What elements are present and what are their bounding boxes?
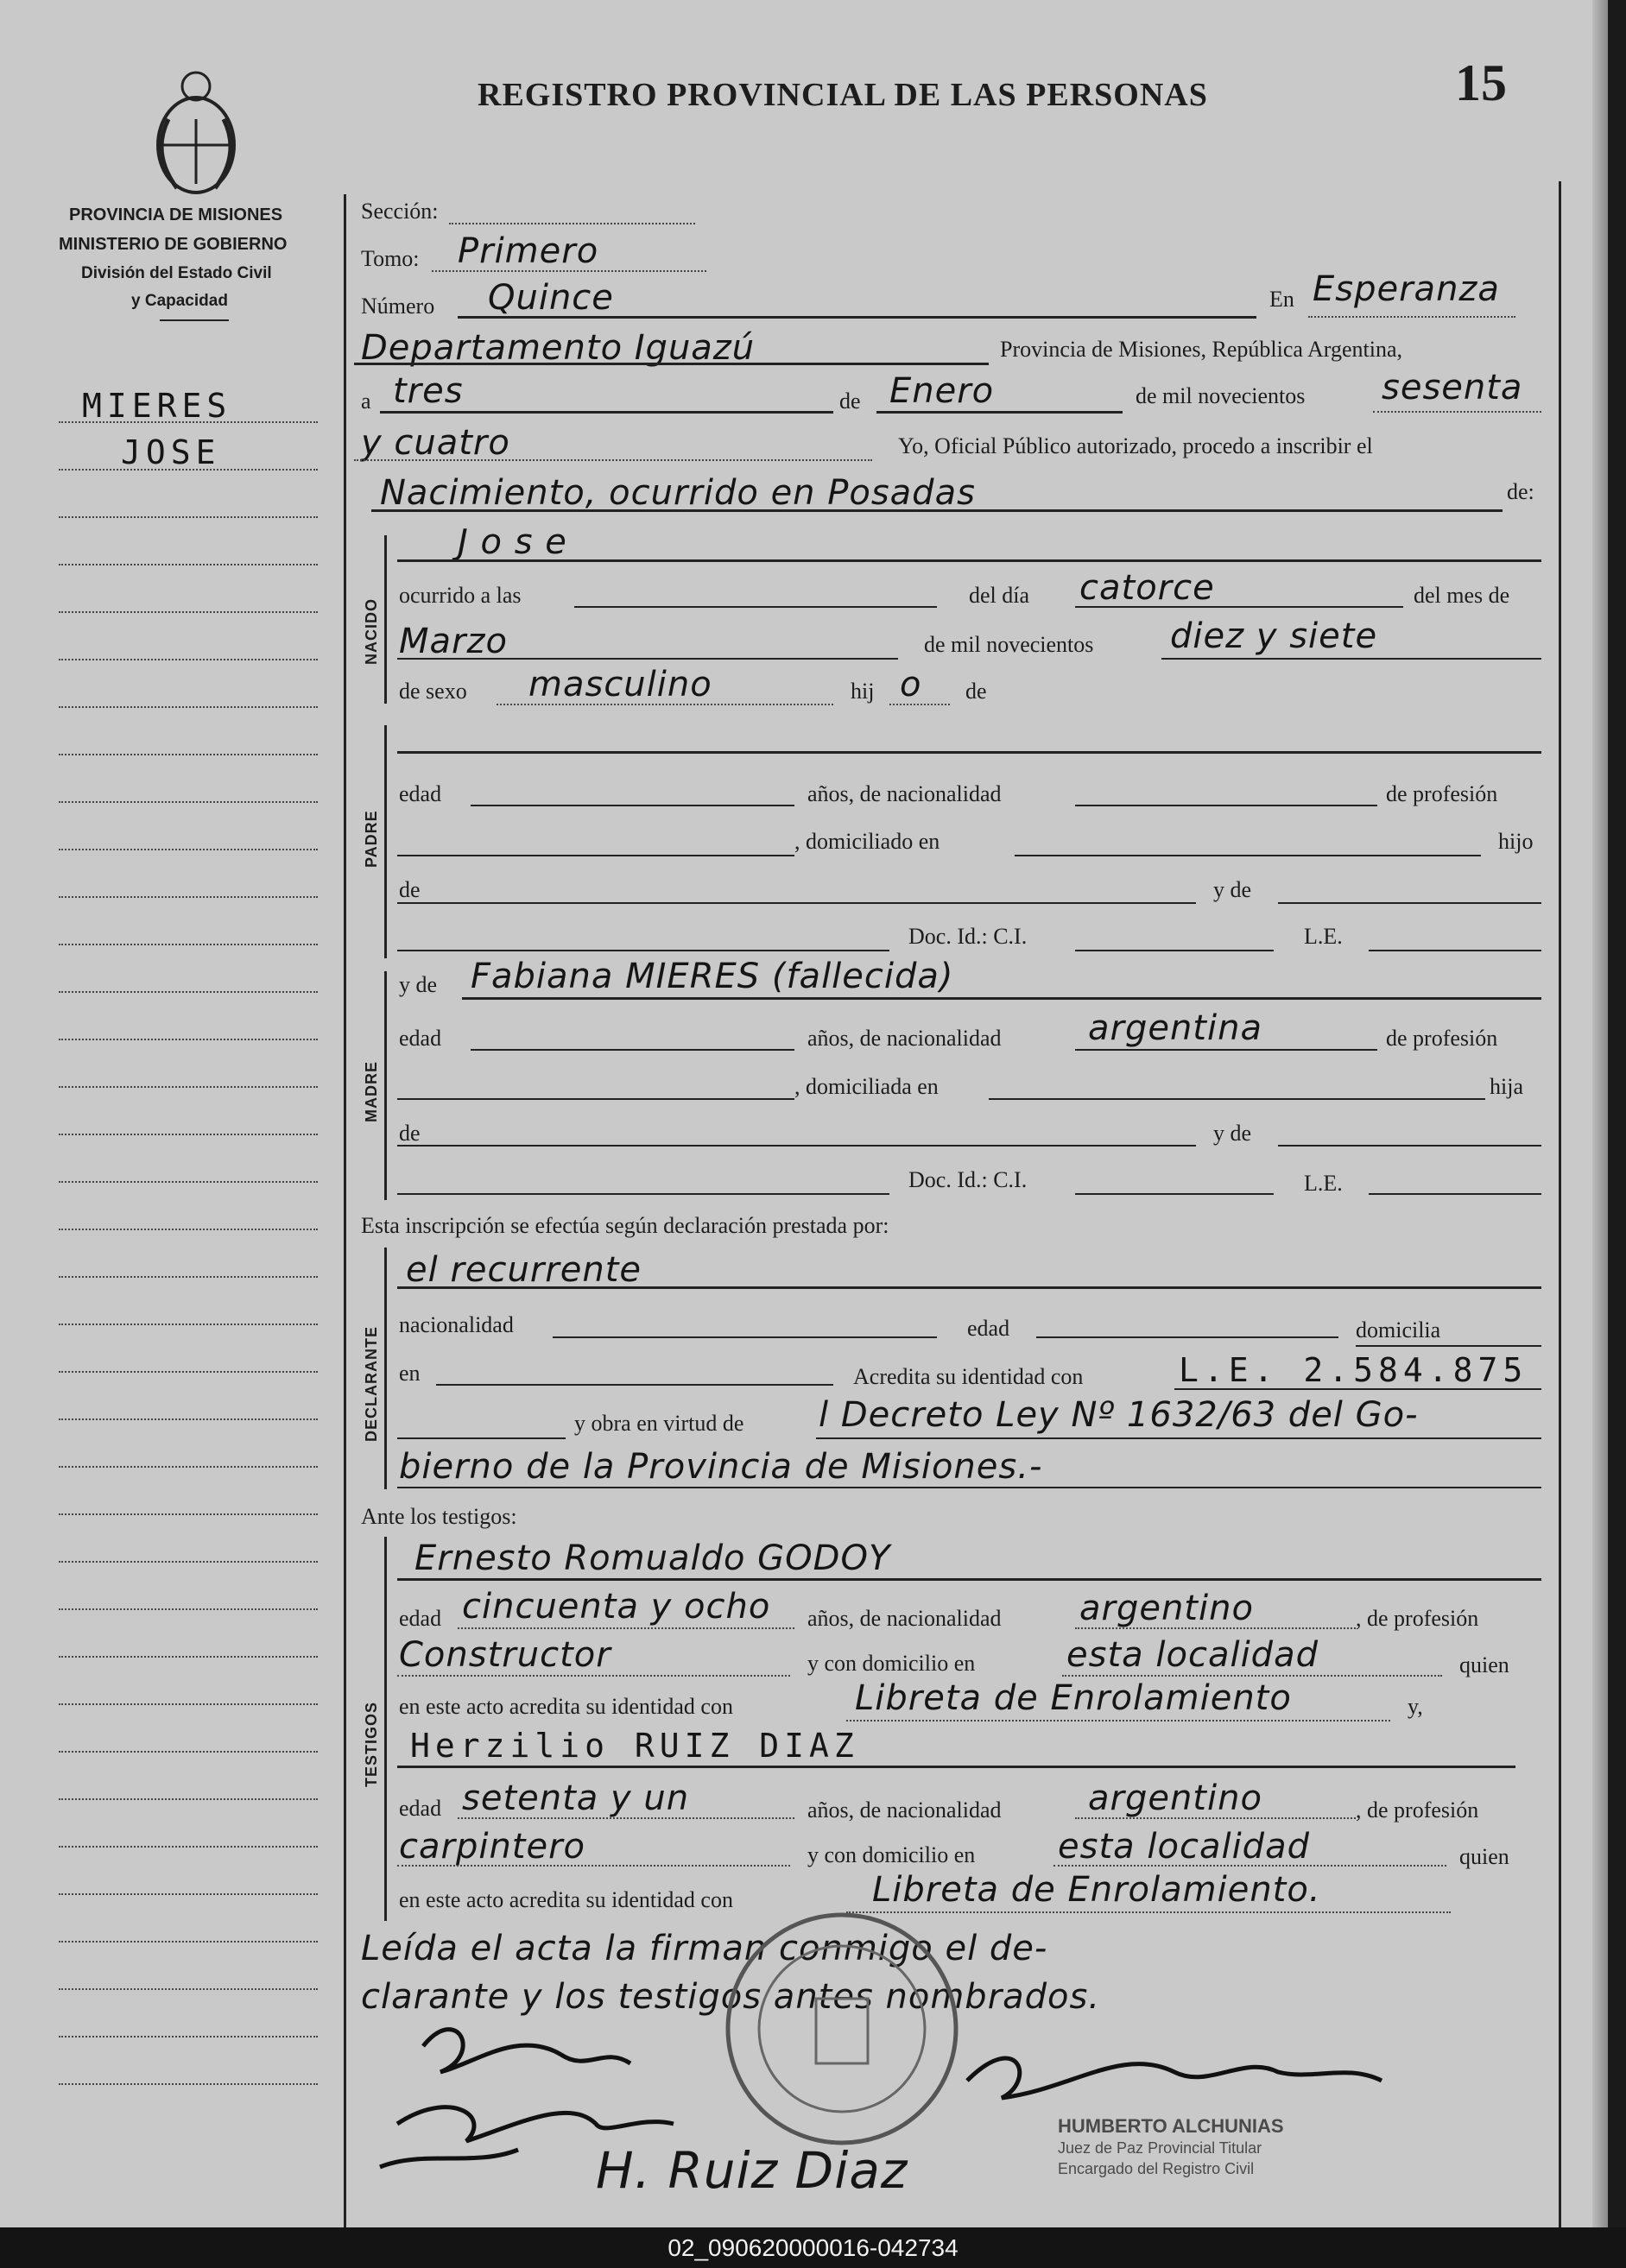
field-anio-line <box>1373 411 1541 413</box>
label-t2-edad: edad <box>399 1796 442 1821</box>
section-declarante-bracket <box>384 1248 387 1489</box>
field-anio-cont: y cuatro <box>361 423 510 463</box>
label-madre-profesion: de profesión <box>1386 1026 1498 1051</box>
field-sexo-line <box>497 704 833 705</box>
field-madre-nombre: Fabiana MIERES (fallecida) <box>471 957 954 996</box>
label-t2-profesion: , de profesión <box>1356 1797 1479 1823</box>
field-padre-ci-line <box>1075 950 1274 951</box>
label-t1-domicilio: y con domicilio en <box>807 1651 976 1676</box>
field-testigo2-profesion: carpintero <box>399 1827 586 1867</box>
left-margin-rule <box>344 194 346 2232</box>
field-nombre: J o s e <box>458 522 567 562</box>
label-t1-profesion: , de profesión <box>1356 1606 1479 1631</box>
label-hijo: hijo <box>1498 829 1534 854</box>
page-number: 15 <box>1455 54 1507 111</box>
authority-line1: PROVINCIA DE MISIONES <box>69 205 283 224</box>
section-madre-bracket <box>384 971 387 1200</box>
label-de-mil-novecientos: de mil novecientos <box>924 632 1094 657</box>
field-identidad-decl-line <box>1174 1388 1541 1390</box>
authority-line3: División del Estado Civil <box>81 264 272 282</box>
label-madre-de: de <box>399 1121 421 1146</box>
signature-oficial <box>967 2058 1382 2098</box>
label-padre-y-de: y de <box>1213 877 1252 902</box>
label-del-mes-de: del mes de <box>1414 583 1510 608</box>
stamp-line3: Encargado del Registro Civil <box>1058 2160 1255 2177</box>
label-t2-quien: quien <box>1459 1844 1509 1869</box>
field-testigo1-domicilio-line <box>1062 1675 1442 1677</box>
section-label-nacido: NACIDO <box>363 598 380 665</box>
label-padre-edad: edad <box>399 781 442 806</box>
label-madre-le: L.E. <box>1304 1171 1343 1196</box>
field-decreto-cont-line <box>397 1487 1541 1488</box>
field-anio-nac: diez y siete <box>1170 616 1378 656</box>
field-madre-edad-line <box>471 1049 794 1051</box>
field-numero: Quince <box>488 278 614 318</box>
field-localidad: Esperanza <box>1313 269 1500 309</box>
field-nombre-line <box>397 559 1541 562</box>
field-decl-nacionalidad-line <box>553 1336 937 1338</box>
field-testigo1-domicilio: esta localidad <box>1066 1635 1319 1675</box>
label-del-dia: del día <box>969 583 1030 608</box>
stamp-line2: Juez de Paz Provincial Titular <box>1058 2139 1262 2157</box>
signature-declarante <box>423 2030 630 2072</box>
label-padre-de: de <box>399 877 421 902</box>
section-label-madre: MADRE <box>363 1061 380 1122</box>
field-testigo1-nombre-line <box>397 1578 1541 1581</box>
label-t2-acredita: en este acto acredita su identidad con <box>399 1887 733 1912</box>
field-madre-nacionalidad-line <box>1075 1049 1377 1051</box>
label-decl-nacionalidad: nacionalidad <box>399 1312 514 1337</box>
field-padre-nacionalidad-line <box>1075 805 1377 806</box>
field-decl-domicilia-line <box>1356 1345 1541 1347</box>
field-mes-nac: Marzo <box>399 622 508 661</box>
field-decl-edad-line <box>1036 1336 1338 1338</box>
field-madre-le-line <box>1369 1193 1541 1195</box>
label-padre-le: L.E. <box>1304 924 1343 949</box>
field-testigo2-nacionalidad: argentino <box>1088 1778 1262 1818</box>
label-en: En <box>1269 287 1294 312</box>
label-padre-domicilio: , domiciliado en <box>794 829 940 854</box>
field-mes-line <box>876 411 1123 414</box>
label-padre-profesion: de profesión <box>1386 781 1498 806</box>
field-madre-abuela-line <box>1278 1145 1541 1147</box>
label-de-mes: de <box>839 389 861 414</box>
label-seccion: Sección: <box>361 199 439 224</box>
label-padre-nacionalidad: años, de nacionalidad <box>807 781 1002 806</box>
field-mes: Enero <box>889 371 995 411</box>
section-label-padre: PADRE <box>363 810 380 868</box>
label-t2-domicilio: y con domicilio en <box>807 1842 976 1867</box>
field-madre-abuelo-line <box>397 1145 1196 1147</box>
section-label-declarante: DECLARANTE <box>363 1326 380 1442</box>
field-numero-line <box>458 316 1256 319</box>
label-ante-testigos: Ante los testigos: <box>361 1504 517 1529</box>
field-departamento: Departamento Iguazú <box>361 328 756 368</box>
label-numero: Número <box>361 294 435 319</box>
field-tomo-line <box>432 270 706 272</box>
margin-given-name: JOSE <box>121 433 221 471</box>
label-provincia: Provincia de Misiones, República Argentina, <box>1000 337 1402 362</box>
label-t1-quien: quien <box>1459 1652 1509 1677</box>
field-testigo2-doc: Libreta de Enrolamiento. <box>872 1870 1321 1910</box>
field-testigo1-nombre: Ernesto Romualdo GODOY <box>414 1538 891 1578</box>
field-decreto-cont: bierno de la Provincia de Misiones.- <box>399 1447 1043 1487</box>
label-t1-edad: edad <box>399 1606 442 1631</box>
label-madre-domicilio: , domiciliada en <box>794 1074 939 1099</box>
field-testigo1-edad: cincuenta y ocho <box>462 1587 771 1627</box>
coat-of-arms-icon <box>142 67 250 201</box>
divider <box>160 319 229 321</box>
field-hij-suffix: o <box>900 665 922 704</box>
field-sexo: masculino <box>528 665 712 704</box>
signature-testigo2: H. Ruiz Diaz <box>596 2141 908 2200</box>
margin-surname: MIERES <box>82 387 232 425</box>
label-madre-edad: edad <box>399 1026 442 1051</box>
label-de-colon: de: <box>1507 479 1534 504</box>
field-testigo2-nombre: Herzilio RUIZ DIAZ <box>410 1727 859 1765</box>
label-yo-oficial: Yo, Oficial Público autorizado, procedo a inscribir el <box>898 433 1373 458</box>
label-ocurrido: ocurrido a las <box>399 583 522 608</box>
field-localidad-line <box>1308 316 1515 318</box>
section-padre-bracket <box>384 725 387 958</box>
signatures-area <box>345 1994 1554 2227</box>
field-decreto-line <box>816 1437 1541 1439</box>
field-testigo1-nacionalidad: argentino <box>1079 1589 1254 1628</box>
field-padre-abuelo-line <box>397 902 1196 904</box>
section-nacido-bracket <box>384 535 387 704</box>
field-identidad-decl: L.E. 2.584.875 <box>1179 1351 1528 1389</box>
label-y-de-madre: y de <box>399 972 438 997</box>
field-madre-profesion-line <box>397 1098 794 1100</box>
label-a: a <box>361 389 371 414</box>
field-dia-line <box>380 411 833 414</box>
authority-line2: MINISTERIO DE GOBIERNO <box>59 235 288 254</box>
label-acredita: Acredita su identidad con <box>853 1364 1084 1389</box>
field-acto-line <box>371 509 1503 512</box>
label-y-coma: y, <box>1408 1694 1423 1719</box>
field-testigo2-nacionalidad-line <box>1075 1817 1356 1819</box>
section-testigos-bracket <box>384 1537 387 1921</box>
label-mil-novecientos: de mil novecientos <box>1136 383 1306 408</box>
field-cierre-2: clarante y los testigos antes nombrados. <box>361 1977 1101 2017</box>
field-testigo2-edad: setenta y un <box>462 1778 690 1818</box>
field-anio-cont-line <box>354 459 872 461</box>
right-border <box>1559 181 1561 2227</box>
label-inscripcion: Esta inscripción se efectúa según declaración prestada por: <box>361 1213 889 1238</box>
image-id-footer: 02_090620000016-042734 <box>0 2227 1626 2268</box>
field-madre-nombre-line <box>462 997 1541 1000</box>
field-testigo2-domicilio-line <box>1053 1865 1446 1867</box>
label-decl-domicilia: domicilia <box>1356 1317 1441 1342</box>
field-mes-nac-line <box>397 658 898 660</box>
field-cierre-1: Leída el acta la firman conmigo el de- <box>361 1929 1048 1968</box>
field-testigo2-nombre-line <box>397 1766 1515 1768</box>
field-testigo2-profesion-line <box>397 1865 790 1867</box>
field-padre-edad-line <box>471 805 794 806</box>
field-testigo1-edad-line <box>458 1627 794 1629</box>
field-declarante: el recurrente <box>406 1250 642 1290</box>
label-decl-en: en <box>399 1361 421 1386</box>
field-testigo1-doc: Libreta de Enrolamiento <box>855 1678 1292 1718</box>
field-testigo1-nacionalidad-line <box>1075 1627 1356 1629</box>
field-padre-nombre-line <box>397 751 1541 754</box>
field-seccion-line <box>449 223 695 224</box>
field-dia-nac-line <box>1075 606 1403 608</box>
field-dia-nac: catorce <box>1079 568 1215 608</box>
field-decl-en-line <box>436 1384 833 1386</box>
label-t1-nacionalidad: años, de nacionalidad <box>807 1606 1002 1631</box>
field-decreto: l Decreto Ley Nº 1632/63 del Go- <box>819 1395 1419 1435</box>
field-obra-pre-line <box>397 1437 566 1439</box>
label-padre-doc: Doc. Id.: C.I. <box>908 924 1028 949</box>
field-hora-line <box>574 606 937 608</box>
field-testigo1-profesion: Constructor <box>399 1635 611 1675</box>
field-acto: Nacimiento, ocurrido en Posadas <box>380 473 976 513</box>
label-t1-acredita: en este acto acredita su identidad con <box>399 1694 733 1719</box>
label-madre-nacionalidad: años, de nacionalidad <box>807 1026 1002 1051</box>
section-label-testigos: TESTIGOS <box>363 1701 380 1787</box>
label-de-sexo: de sexo <box>399 679 467 704</box>
field-padre-profesion-line <box>397 855 794 856</box>
stamp-line1: HUMBERTO ALCHUNIAS <box>1058 2115 1284 2137</box>
authority-line4: y Capacidad <box>131 292 228 310</box>
label-de-padres: de <box>965 679 987 704</box>
field-madre-doc-line <box>397 1193 889 1195</box>
field-dia: tres <box>393 371 464 411</box>
field-tomo: Primero <box>458 231 599 271</box>
field-madre-nacionalidad: argentina <box>1088 1008 1262 1048</box>
field-declarante-line <box>397 1286 1541 1289</box>
field-testigo2-domicilio: esta localidad <box>1058 1827 1310 1867</box>
label-hij: hij <box>851 679 875 704</box>
field-anio: sesenta <box>1382 368 1523 407</box>
label-hija: hija <box>1490 1074 1523 1099</box>
field-anio-nac-line <box>1161 658 1541 660</box>
label-t2-nacionalidad: años, de nacionalidad <box>807 1797 1002 1823</box>
field-madre-ci-line <box>1075 1193 1274 1195</box>
field-hij-line <box>889 704 950 705</box>
field-padre-abuela-line <box>1278 902 1541 904</box>
label-madre-doc: Doc. Id.: C.I. <box>908 1167 1028 1192</box>
field-padre-domicilio-line <box>1015 855 1481 856</box>
label-tomo: Tomo: <box>361 246 420 271</box>
field-madre-domicilio-line <box>989 1098 1485 1100</box>
label-decl-edad: edad <box>967 1316 1010 1341</box>
label-madre-y-de: y de <box>1213 1121 1252 1146</box>
field-testigo1-doc-line <box>846 1720 1390 1722</box>
label-obra: y obra en virtud de <box>574 1411 744 1436</box>
field-testigo1-profesion-line <box>397 1675 790 1677</box>
field-padre-doc-line <box>397 950 889 951</box>
document-title: REGISTRO PROVINCIAL DE LAS PERSONAS <box>478 77 1208 113</box>
field-departamento-line <box>354 363 989 365</box>
field-testigo2-edad-line <box>458 1817 794 1819</box>
field-padre-le-line <box>1369 950 1541 951</box>
